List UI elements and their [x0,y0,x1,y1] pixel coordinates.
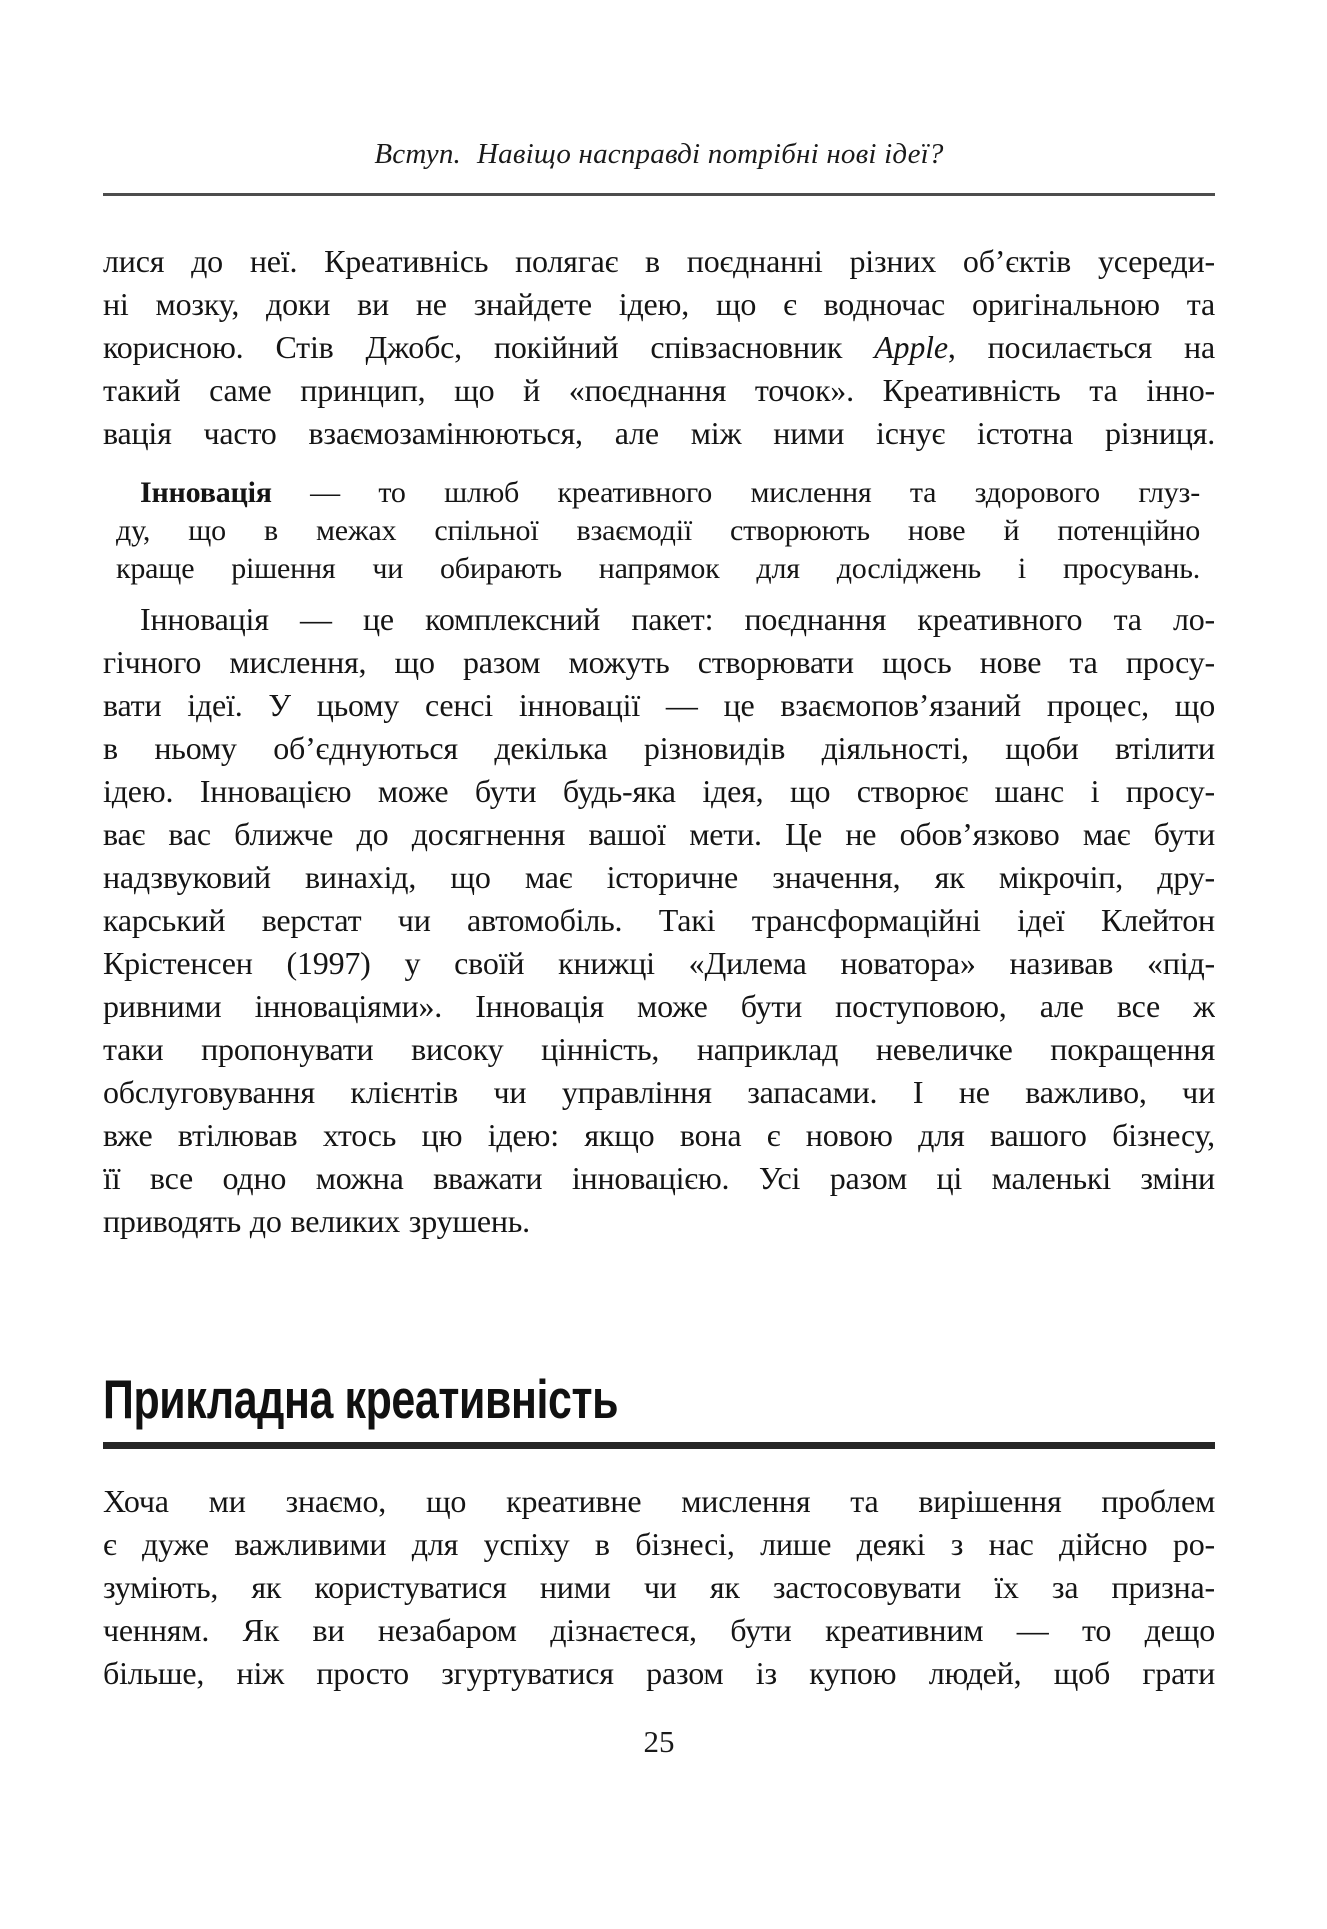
text-line: в ньому об’єднуються декілька різновидів діяльності, щоби втілити [103,730,1215,766]
text-line: її все одно можна вважати інновацією. Усі разом ці маленькі зміни [103,1160,1215,1196]
text-line: зуміють, як користуватися ними чи як застосовувати їх за призна- [103,1569,1215,1605]
text-segment: корисною. Стів Джобс, покійний співзасновник [103,329,875,365]
text-line: більше, ніж просто згуртуватися разом із купою людей, щоб грати [103,1655,1215,1691]
text-line: вати ідеї. У цьому сенсі інновації — це взаємопов’язаний процес, що [103,687,1215,723]
text-line: такий саме принцип, що й «поєднання точок». Креативність та інно- [103,372,1215,408]
text-line: Хоча ми знаємо, що креативне мислення та вирішення проблем [103,1483,1215,1519]
text-segment: , посилається на [947,329,1215,365]
section-heading-text: Прикладна креативність [103,1368,619,1430]
text-line: Інновація — це комплексний пакет: поєднання креативного та ло- [140,601,1215,637]
text-line [116,474,1200,512]
text-line: приводять до великих зрушень. [103,1203,530,1239]
text-line: ідею. Інновацією може бути будь-яка ідея, що створює шанс і просу- [103,773,1215,809]
text-line: таки пропонувати високу цінність, наприклад невеличке покращення [103,1031,1215,1067]
text-line: ває вас ближче до досягнення вашої мети. Це не обов’язково має бути [103,816,1215,852]
text-line: вже втілював хтось цю ідею: якщо вона є новою для вашого бізнесу, [103,1117,1215,1153]
text-line: надзвуковий винахід, що має історичне значення, як мікрочіп, дру- [103,859,1215,895]
page-number: 25 [643,1724,675,1759]
text-line: вація часто взаємозамінюються, але між ними існує істотна різниця. [103,415,1215,451]
text-line [103,326,1215,369]
text-line: ченням. Як ви незабаром дізнаєтеся, бути креативним — то дещо [103,1612,1215,1648]
running-head-title: Навіщо насправді потрібні нові ідеї? [477,138,944,170]
text-line: краще рішення чи обирають напрямок для досліджень і просувань. [116,552,1200,585]
paragraph-innovation [103,598,1215,1243]
text-line: карський верстат чи автомобіль. Такі трансформаційні ідеї Клейтон [103,902,1215,938]
paragraph-continued-from-previous-page [103,240,1215,455]
text-line: Крістенсен (1997) у своїй книжці «Дилема новатора» називав «під- [103,945,1215,981]
defined-term-bold: Інновація [140,476,272,509]
text-line: ривними інноваціями». Інновація може бути поступовою, але все ж [103,988,1215,1024]
definition-block [116,474,1200,588]
section-heading-rule [103,1442,1215,1449]
brand-name-italic: Apple [874,329,948,365]
text-line: є дуже важливими для успіху в бізнесі, лише деякі з нас дійсно ро- [103,1526,1215,1562]
running-head [103,130,1215,178]
text-line: гічного мислення, що разом можуть створювати щось нове та просу- [103,644,1215,680]
text-line: ні мозку, доки ви не знайдете ідею, що є водночас оригінальною та [103,286,1215,322]
text-line: ду, що в межах спільної взаємодії створюють нове й потенційно [116,514,1200,547]
section-heading [103,1370,1215,1428]
paragraph-applied-creativity [103,1480,1215,1695]
running-head-rule [103,193,1215,196]
text-line: лися до неї. Креативнісь полягає в поєднанні різних об’єктів усереди- [103,243,1215,279]
running-head-chapter: Вступ. [374,138,461,170]
text-segment: — то шлюб креативного мислення та здорового глуз- [271,476,1200,509]
text-line: обслуговування клієнтів чи управління запасами. І не важливо, чи [103,1074,1215,1110]
